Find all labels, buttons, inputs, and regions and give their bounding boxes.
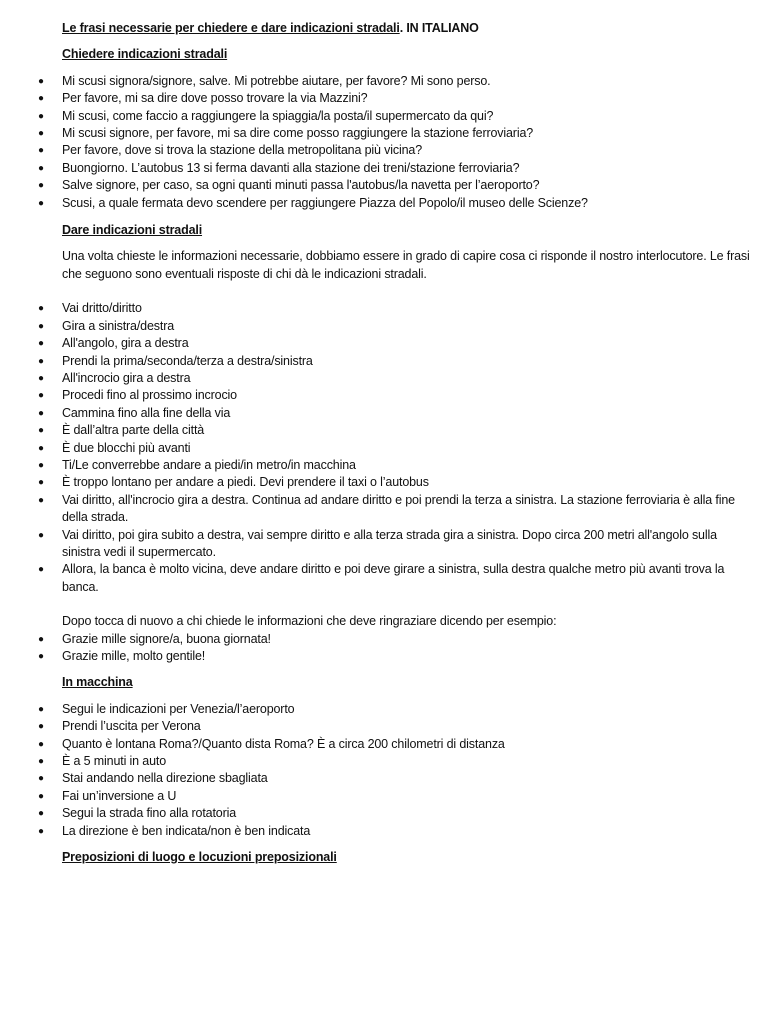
list-item-text: Mi scusi signora/signore, salve. Mi potrebbe aiutare, per favore? Mi sono perso. [62,73,491,88]
list-item-text: È due blocchi più avanti [62,440,191,455]
list-item [38,177,752,194]
bullet-icon: ● [38,703,44,715]
heading-macchina: In macchina [62,675,133,690]
bullet-icon: ● [38,320,44,332]
list-item [38,561,752,596]
document-body [38,20,752,866]
list-item [38,492,752,527]
list-item [38,805,752,822]
heading-dare: Dare indicazioni stradali [62,223,203,238]
list-item [38,788,752,805]
intro-dare: Una volta chieste le informazioni necessarie, dobbiamo essere in grado di capire cosa ci risponde il nostro interlocutore. Le frasi che seguono sono eventuali risposte di chi dà le indicazioni stradali. [62,249,750,281]
list-item [38,527,752,562]
bullet-icon: ● [38,338,44,350]
bullet-icon: ● [38,459,44,471]
list-item [38,318,752,335]
list-item-text: La direzione è ben indicata/non è ben indicata [62,823,311,838]
list-item-text: Segui la strada fino alla rotatoria [62,806,237,821]
list-item-text: Ti/Le converrebbe andare a piedi/in metro/in macchina [62,457,356,472]
bullet-icon: ● [38,303,44,315]
list-item-text: È troppo lontano per andare a piedi. Devi prendere il taxi o l’autobus [62,475,429,490]
list-item [38,73,752,90]
list-item [38,108,752,125]
list-item [38,648,752,665]
list-item [38,823,752,840]
list-item [38,457,752,474]
bullet-icon: ● [38,442,44,454]
list-item-text: Grazie mille, molto gentile! [62,649,206,663]
thanks-intro: Dopo tocca di nuovo a chi chiede le informazioni che deve ringraziare dicendo per esempio: [62,614,557,629]
list-item-text: Per favore, dove si trova la stazione della metropolitana più vicina? [62,143,422,158]
list-item-text: Cammina fino alla fine della via [62,405,231,420]
list-item [38,631,752,648]
list-item-text: All'angolo, gira a destra [62,336,189,351]
list-item-text: Allora, la banca è molto vicina, deve andare diritto e poi deve girare a sinistra, sulla destra qualche metro più avanti trova la banca. [62,562,725,594]
list-thanks [38,631,752,666]
list-chiedere [38,73,752,212]
list-item [38,753,752,770]
bullet-icon: ● [38,721,44,733]
list-item [38,474,752,491]
list-item-text: Mi scusi signore, per favore, mi sa dire come posso raggiungere la stazione ferroviaria? [62,126,534,141]
list-item [38,142,752,159]
list-item [38,718,752,735]
bullet-icon: ● [38,93,44,105]
list-item [38,770,752,787]
list-item [38,195,752,212]
bullet-icon: ● [38,738,44,750]
list-item-text: Quanto è lontana Roma?/Quanto dista Roma? È a circa 200 chilometri di distanza [62,736,505,751]
list-item [38,440,752,457]
bullet-icon: ● [38,162,44,174]
list-item-text: È a 5 minuti in auto [62,754,167,769]
bullet-icon: ● [38,128,44,140]
list-item-text: Per favore, mi sa dire dove posso trovare la via Mazzini? [62,91,368,106]
list-item [38,353,752,370]
bullet-icon: ● [38,355,44,367]
list-dare [38,300,752,596]
list-item [38,160,752,177]
list-item-text: Gira a sinistra/destra [62,318,175,333]
list-item [38,387,752,404]
bullet-icon: ● [38,633,44,645]
list-item [38,701,752,718]
list-item-text: Vai diritto, poi gira subito a destra, vai sempre diritto e alla terza strada gira a sinistra. Dopo circa 200 metri all'angolo sulla sinistra vedi il supermercato. [62,527,717,559]
bullet-icon: ● [38,756,44,768]
list-item [38,405,752,422]
list-item-text: Buongiorno. L’autobus 13 si ferma davanti alla stazione dei treni/stazione ferroviaria? [62,160,520,175]
list-item [38,736,752,753]
list-item-text: Fai un’inversione a U [62,788,177,803]
list-item [38,90,752,107]
bullet-icon: ● [38,197,44,209]
bullet-icon: ● [38,651,44,662]
bullet-icon: ● [38,477,44,489]
list-item-text: Scusi, a quale fermata devo scendere per raggiungere Piazza del Popolo/il museo delle Scienze? [62,195,588,210]
list-item-text: Segui le indicazioni per Venezia/l’aeroporto [62,701,295,716]
bullet-icon: ● [38,425,44,437]
list-item-text: Salve signore, per caso, sa ogni quanti minuti passa l'autobus/la navetta per l’aeroporto? [62,178,540,193]
list-item-text: Mi scusi, come faccio a raggiungere la spiaggia/la posta/il supermercato da qui? [62,108,494,123]
bullet-icon: ● [38,407,44,419]
list-item-text: Procedi fino al prossimo incrocio [62,388,237,403]
bullet-icon: ● [38,390,44,402]
list-item-text: Vai diritto, all'incrocio gira a destra. Continua ad andare diritto e poi prendi la terza a sinistra. La stazione ferroviaria è alla fine della strada. [62,492,735,525]
bullet-icon: ● [38,110,44,122]
bullet-icon: ● [38,145,44,157]
list-item [38,335,752,352]
list-item [38,422,752,439]
bullet-icon: ● [38,564,44,576]
bullet-icon: ● [38,790,44,802]
bullet-icon: ● [38,494,44,506]
list-item-text: Prendi la prima/seconda/terza a destra/sinistra [62,353,313,368]
bullet-icon: ● [38,372,44,384]
list-item-text: Stai andando nella direzione sbagliata [62,771,268,786]
heading-chiedere: Chiedere indicazioni stradali [62,47,228,62]
bullet-icon: ● [38,529,44,541]
bullet-icon: ● [38,773,44,785]
bullet-icon: ● [38,825,44,837]
title-main: Le frasi necessarie per chiedere e dare indicazioni stradali [62,21,400,35]
heading-preposizioni: Preposizioni di luogo e locuzioni preposizionali [62,850,337,865]
document-title [62,20,752,37]
title-suffix: . IN ITALIANO [399,21,479,35]
list-item-text: All'incrocio gira a destra [62,370,191,385]
list-item-text: Prendi l’uscita per Verona [62,719,201,734]
bullet-icon: ● [38,75,44,87]
list-item-text: È dall’altra parte della città [62,423,205,438]
bullet-icon: ● [38,180,44,192]
bullet-icon: ● [38,808,44,820]
list-item [38,125,752,142]
list-macchina [38,701,752,840]
list-item-text: Grazie mille signore/a, buona giornata! [62,631,271,646]
list-item [38,300,752,317]
list-item [38,370,752,387]
list-item-text: Vai dritto/diritto [62,301,142,316]
